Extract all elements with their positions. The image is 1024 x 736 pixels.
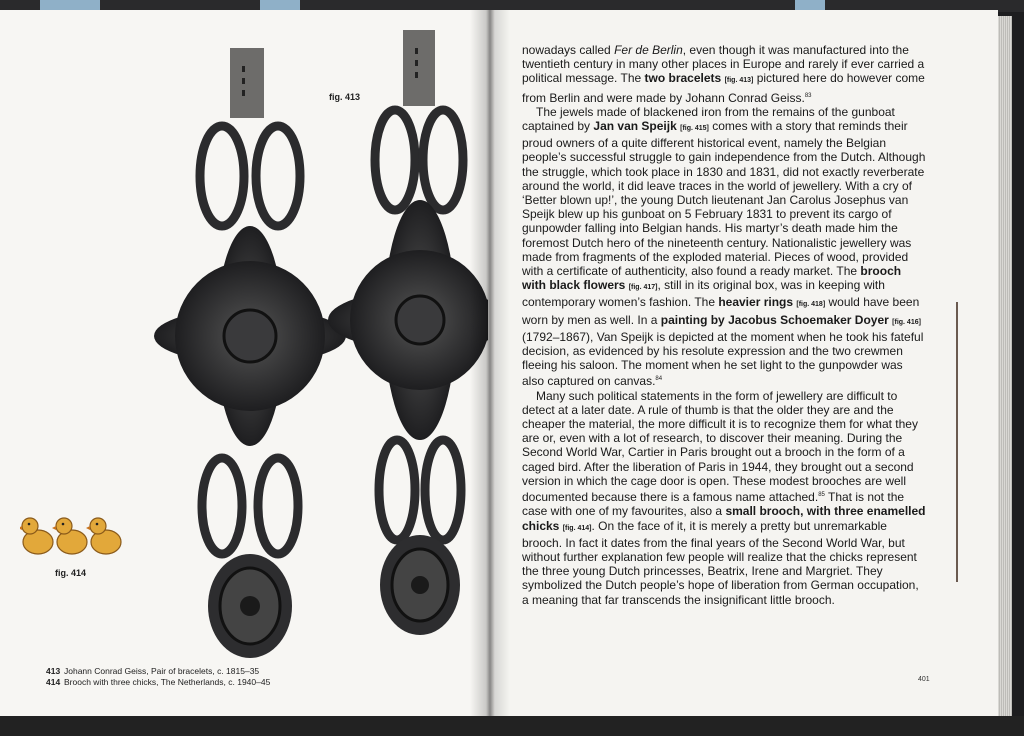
paragraph: The jewels made of blackened iron from the remains of the gunboat captained by Jan van Speijk [fig. 415] comes with a story that reminds their proud owners of a quite different historical event, namely the Belgian people’s successful struggle to gain independence from the Dutch. Although the struggle, which took place in 1830 and 1831, did not exactly reverberate around the world, it did leave traces in the world of jewellery. With a cry of ‘Better blown up!’, the young Dutch lieutenant Jan Carolus Josephus van Speijk blew up his gunboat on 5 February 1831 to prevent its cargo of gunpowder falling into Belgian hands. His martyr’s death made him the foremost Dutch hero of the nineteenth century. Nationalistic jewellery was made from fragments of the exploded material. Pieces of wood, provided with a certificate of authenticity, also found a ready market. The brooch with black flowers [fig. 417], still in its original box, was in keeping with contemporary women’s fashion. The heavier rings [fig. 418] would have been worn by men as well. In a painting by Jacobus Schoemaker Doyer [fig. 416] (1792–1867), Van Speijk is depicted at the moment when he took his fateful decision, as evidenced by his resolute expression and the two crewmen fleeing his saloon. The moment when he set light to the gunpowder was also captured on canvas.$^{84}$ — [522, 104, 926, 389]
fig-414-label: fig. 414 — [55, 568, 87, 578]
footnote-marker: 83 — [804, 92, 812, 99]
caption-413 — [46, 666, 259, 676]
figure-ref: [fig. 413] — [724, 77, 754, 85]
caption-number: 414 — [46, 677, 61, 687]
caption-text: Johann Conrad Geiss, Pair of bracelets, c. 1815–35 — [64, 666, 260, 676]
bracelet-right-image — [325, 20, 490, 642]
book-spread — [0, 10, 1010, 722]
body-text — [522, 43, 926, 607]
page-number: 401 — [918, 676, 930, 683]
footnote-marker: 85 — [818, 492, 825, 499]
book-gutter — [470, 10, 510, 716]
footnote-marker: 84 — [655, 376, 663, 383]
figure-ref: [fig. 418] — [796, 301, 826, 309]
scan-tab — [260, 0, 300, 10]
left-page — [0, 10, 488, 716]
caption-414 — [46, 677, 270, 687]
page-edges — [998, 16, 1012, 716]
figure-ref: [fig. 417] — [628, 284, 658, 292]
caption-number: 413 — [46, 666, 61, 676]
figure-ref: [fig. 415] — [680, 125, 709, 133]
figure-ref: [fig. 416] — [892, 318, 921, 326]
scan-bottom-edge — [0, 716, 1024, 736]
chicks-brooch-image — [20, 510, 130, 560]
paragraph: nowadays called Fer de Berlin, even though it was manufactured into the twentieth century in many other places in Europe and rarely if ever carried a political message. The two bracelets [fig. 413] pictured here do however come from Berlin and were made by Johann Conrad Geiss.$^{83}$ — [522, 43, 925, 105]
bracelet-left-image — [150, 46, 350, 666]
scan-tab — [40, 0, 100, 10]
fig-413-label: fig. 413 — [329, 92, 361, 102]
caption-text: Brooch with three chicks, The Netherlands, c. 1940–45 — [64, 677, 271, 687]
scan-tab — [795, 0, 825, 10]
margin-marker — [956, 302, 958, 582]
paragraph: Many such political statements in the form of jewellery are difficult to detect at a later date. A rule of thumb is that the older they are and the cheaper the material, the more difficult it is to recognize them for what they are or, even with a lot of research, to discover their meaning. During the Second World War, Cartier in Paris brought out a brooch in the form of a caged bird. After the liberation of Paris in 1944, they brought out a second version in which the cage door is open. These modest brooches are well documented because there is a famous name attached.$^{85}$ That is not the case with one of my favourites, also a small brooch, with three enamelled chicks [fig. 414]. On the face of it, it is merely a pretty but unremarkable brooch. In fact it dates from the final years of the Second World War, but without further explanation few people will realize that the chicks represent the three young Dutch princesses, Beatrix, Irene and Margriet. They symbolized the Dutch people’s hope of liberation from German occupation, a meaning that far transcends the insignificant little brooch. — [522, 388, 926, 607]
figure-ref: [fig. 414] — [562, 524, 592, 532]
